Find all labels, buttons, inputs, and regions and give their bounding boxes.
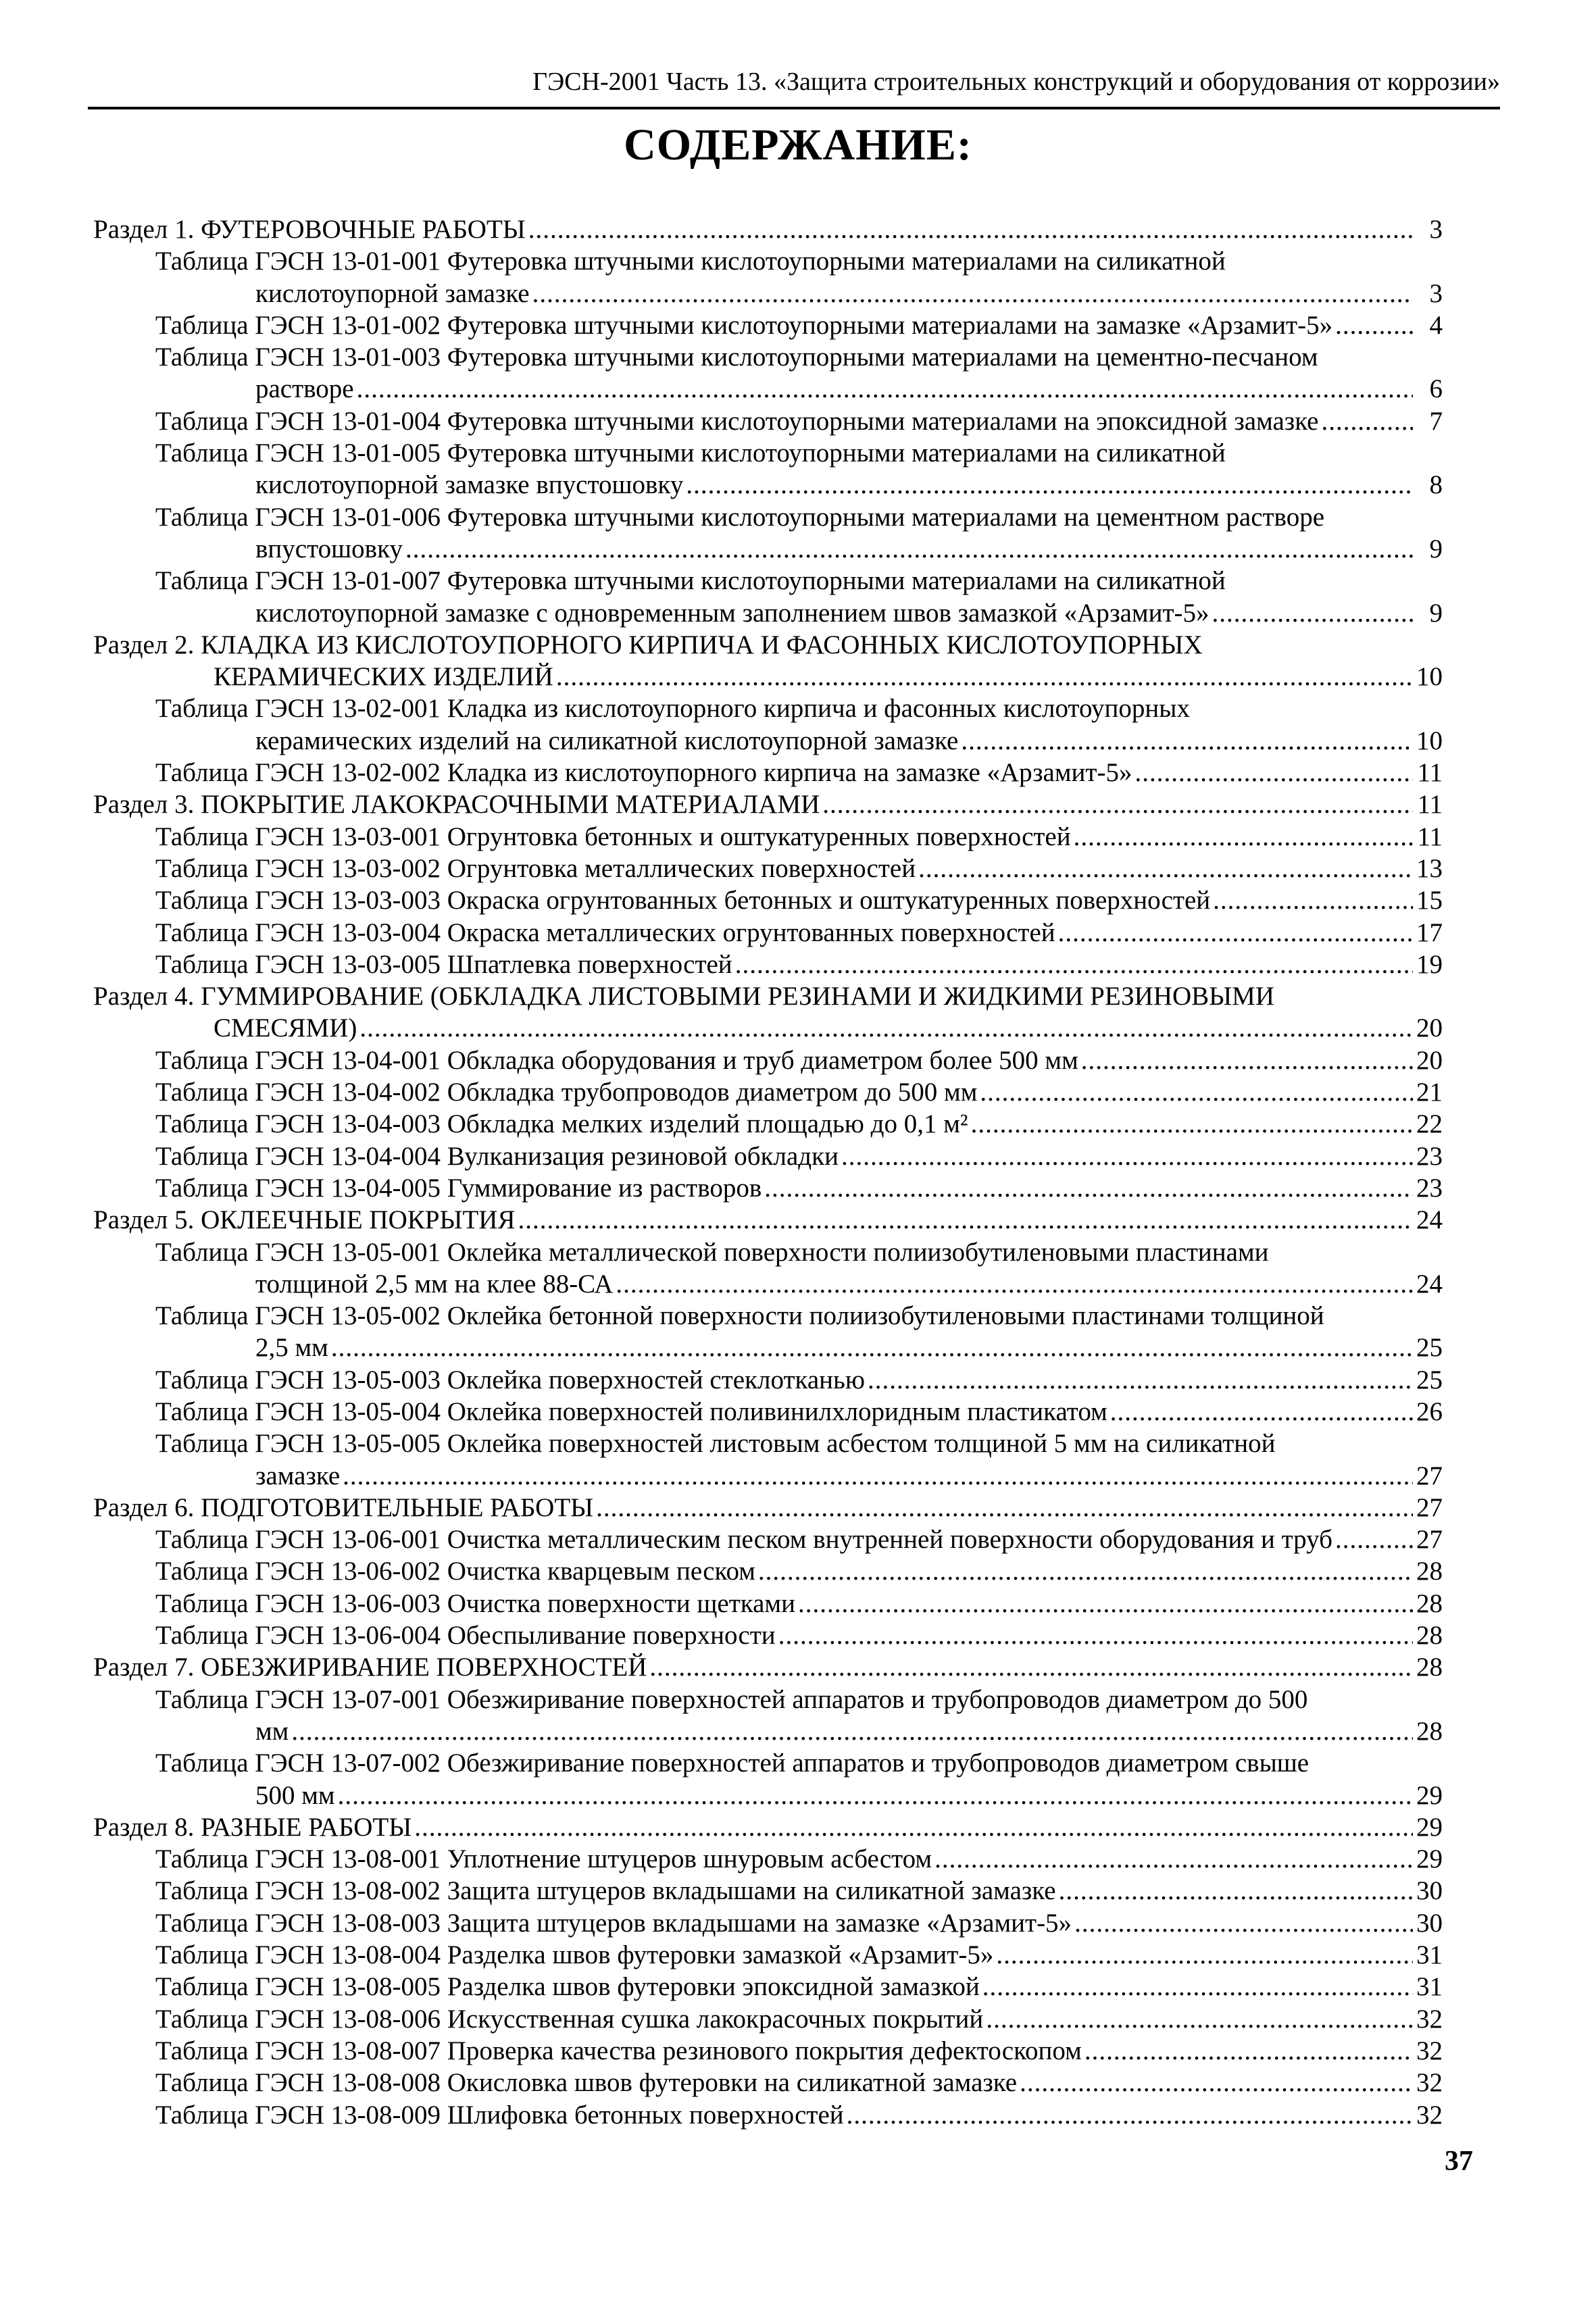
toc-page-number: 32 — [1416, 2004, 1443, 2034]
toc-page-number: 29 — [1416, 1844, 1443, 1874]
toc-entry-text: Таблица ГЭСН 13-01-005 Футеровка штучными кислотоупорными материалами на силикатной — [155, 438, 1226, 468]
toc-page-number: 21 — [1416, 1078, 1443, 1107]
toc-dot-leader — [338, 1780, 1413, 1811]
toc-table-line[interactable] — [93, 725, 1443, 757]
toc-section-line[interactable] — [93, 629, 1443, 661]
toc-page-number: 27 — [1416, 1461, 1443, 1490]
toc-page-number: 20 — [1416, 1045, 1443, 1075]
toc-dot-leader — [847, 2099, 1413, 2131]
toc-entry-text: Таблица ГЭСН 13-02-002 Кладка из кислотоупорного кирпича на замазке «Арзамит-5» — [155, 758, 1132, 788]
toc-dot-leader — [616, 1268, 1413, 1300]
toc-section-line[interactable] — [93, 1012, 1443, 1044]
toc-page-number: 27 — [1416, 1525, 1443, 1555]
page-title: СОДЕРЖАНИЕ: — [624, 120, 972, 170]
toc-entry-text: замазке — [255, 1461, 341, 1490]
toc-table-line[interactable] — [93, 597, 1443, 629]
toc-page-number: 29 — [1416, 1780, 1443, 1810]
toc-dot-leader — [1081, 1045, 1413, 1076]
toc-dot-leader — [414, 1811, 1413, 1843]
toc-entry-text: Таблица ГЭСН 13-04-001 Обкладка оборудования и труб диаметром более 500 мм — [155, 1045, 1078, 1075]
toc-dot-leader — [1074, 1907, 1413, 1939]
toc-dot-leader — [778, 1619, 1413, 1651]
toc-dot-leader — [1212, 597, 1413, 629]
toc-section-line[interactable] — [93, 213, 1443, 245]
toc-page-number: 22 — [1416, 1109, 1443, 1139]
toc-table-line[interactable] — [93, 2003, 1443, 2035]
toc-entry-text: Таблица ГЭСН 13-04-004 Вулканизация резиновой обкладки — [155, 1141, 839, 1171]
toc-table-line[interactable] — [93, 1524, 1443, 1555]
toc-entry-text: Таблица ГЭСН 13-06-004 Обеспыливание поверхности — [155, 1621, 776, 1651]
toc-dot-leader — [1335, 1524, 1413, 1555]
toc-page-number: 28 — [1416, 1588, 1443, 1618]
toc-table-line[interactable] — [93, 245, 1443, 277]
toc-entry-text: впустошовку — [255, 534, 403, 563]
toc-entry-text: Таблица ГЭСН 13-08-009 Шлифовка бетонных поверхностей — [155, 2100, 844, 2130]
toc-entry-text: Таблица ГЭСН 13-05-004 Оклейка поверхностей поливинилхлоридным пластикатом — [155, 1397, 1107, 1426]
toc-table-line[interactable] — [93, 1460, 1443, 1492]
toc-entry-text: кислотоупорной замазке — [255, 278, 530, 308]
toc-dot-leader — [686, 469, 1413, 501]
toc-section-line[interactable] — [93, 788, 1443, 820]
toc-table-line[interactable] — [93, 1715, 1443, 1747]
toc-page-number: 28 — [1416, 1653, 1443, 1682]
toc-dot-leader — [1335, 309, 1413, 341]
toc-dot-leader — [1020, 2067, 1413, 2098]
toc-table-line[interactable] — [93, 1045, 1443, 1076]
toc-entry-text: Таблица ГЭСН 13-03-001 Огрунтовка бетонных и оштукатуренных поверхностей — [155, 822, 1071, 851]
toc-page-number: 30 — [1416, 1908, 1443, 1938]
toc-page-number: 10 — [1416, 726, 1443, 755]
toc-table-line[interactable] — [93, 373, 1443, 405]
toc-page-number: 25 — [1416, 1333, 1443, 1363]
toc-dot-leader — [1321, 405, 1413, 437]
toc-page-number: 11 — [1417, 790, 1443, 820]
table-of-contents — [93, 213, 1443, 2131]
toc-dot-leader — [556, 661, 1413, 693]
toc-table-line[interactable] — [93, 405, 1443, 437]
toc-table-line[interactable] — [93, 917, 1443, 949]
toc-table-line[interactable] — [93, 1971, 1443, 2003]
toc-dot-leader — [996, 1939, 1413, 1971]
toc-dot-leader — [918, 853, 1413, 884]
toc-dot-leader — [764, 1172, 1413, 1204]
toc-dot-leader — [532, 278, 1413, 309]
toc-entry-text: 2,5 мм — [255, 1333, 328, 1363]
toc-entry-text: Раздел 3. ПОКРЫТИЕ ЛАКОКРАСОЧНЫМИ МАТЕРИАЛАМИ — [93, 790, 820, 820]
toc-section-line[interactable] — [93, 980, 1443, 1012]
toc-page-number: 15 — [1416, 886, 1443, 915]
toc-section-line[interactable] — [93, 1651, 1443, 1683]
toc-entry-text: Таблица ГЭСН 13-01-001 Футеровка штучными кислотоупорными материалами на силикатной — [155, 247, 1226, 276]
toc-entry-text: Раздел 4. ГУММИРОВАНИЕ (ОБКЛАДКА ЛИСТОВЫМИ РЕЗИНАМИ И ЖИДКИМИ РЕЗИНОВЫМИ — [93, 982, 1275, 1011]
toc-page-number: 23 — [1416, 1141, 1443, 1171]
toc-page-number: 8 — [1429, 470, 1443, 500]
toc-page-number: 32 — [1416, 2036, 1443, 2065]
toc-section-line[interactable] — [93, 1492, 1443, 1524]
toc-table-line[interactable] — [93, 1300, 1443, 1332]
toc-table-line[interactable] — [93, 1684, 1443, 1715]
toc-entry-text: Таблица ГЭСН 13-03-004 Окраска металлических огрунтованных поверхностей — [155, 917, 1055, 947]
toc-entry-text: Таблица ГЭСН 13-08-003 Защита штуцеров вкладышами на замазке «Арзамит-5» — [155, 1908, 1072, 1938]
toc-page-number: 4 — [1429, 310, 1443, 340]
toc-dot-leader — [1059, 1875, 1413, 1907]
toc-table-line[interactable] — [93, 1747, 1443, 1779]
toc-page-number: 28 — [1416, 1557, 1443, 1586]
toc-section-line[interactable] — [93, 1811, 1443, 1843]
toc-dot-leader — [1074, 821, 1413, 853]
toc-entry-text: 500 мм — [255, 1780, 335, 1810]
toc-table-line[interactable] — [93, 1076, 1443, 1108]
toc-dot-leader — [735, 949, 1413, 980]
toc-table-line[interactable] — [93, 2035, 1443, 2067]
toc-page-number: 6 — [1429, 374, 1443, 404]
toc-entry-text: толщиной 2,5 мм на клее 88-СА — [255, 1269, 614, 1299]
toc-dot-leader — [980, 1076, 1413, 1108]
toc-table-line[interactable] — [93, 565, 1443, 597]
toc-table-line[interactable] — [93, 821, 1443, 853]
toc-entry-text: Таблица ГЭСН 13-08-004 Разделка швов футеровки замазкой «Арзамит-5» — [155, 1940, 994, 1970]
toc-page-number: 23 — [1416, 1173, 1443, 1203]
toc-page-number: 31 — [1416, 1972, 1443, 2002]
toc-entry-text: кислотоупорной замазке с одновременным заполнением швов замазкой «Арзамит-5» — [255, 598, 1210, 628]
toc-table-line[interactable] — [93, 1843, 1443, 1875]
toc-entry-text: Таблица ГЭСН 13-05-005 Оклейка поверхностей листовым асбестом толщиной 5 мм на силикатной — [155, 1429, 1276, 1459]
toc-section-line[interactable] — [93, 1204, 1443, 1236]
toc-dot-leader — [758, 1555, 1413, 1587]
toc-dot-leader — [405, 533, 1413, 565]
toc-entry-text: Раздел 1. ФУТЕРОВОЧНЫЕ РАБОТЫ — [93, 215, 526, 244]
toc-dot-leader — [528, 213, 1413, 245]
toc-entry-text: КЕРАМИЧЕСКИХ ИЗДЕЛИЙ — [214, 662, 553, 692]
toc-table-line[interactable] — [93, 341, 1443, 373]
toc-entry-text: Раздел 2. КЛАДКА ИЗ КИСЛОТОУПОРНОГО КИРПИЧА И ФАСОННЫХ КИСЛОТОУПОРНЫХ — [93, 630, 1203, 659]
page-number: 37 — [1445, 2146, 1473, 2177]
toc-page-number: 9 — [1429, 598, 1443, 628]
toc-page-number: 17 — [1416, 917, 1443, 947]
toc-table-line[interactable] — [93, 1939, 1443, 1971]
toc-entry-text: Таблица ГЭСН 13-04-003 Обкладка мелких изделий площадью до 0,1 м² — [155, 1109, 968, 1139]
toc-dot-leader — [331, 1332, 1413, 1363]
toc-page-number: 31 — [1416, 1940, 1443, 1970]
toc-page-number: 26 — [1416, 1397, 1443, 1426]
toc-page-number: 30 — [1416, 1876, 1443, 1906]
toc-table-line[interactable] — [93, 1108, 1443, 1140]
toc-page-number: 11 — [1417, 758, 1443, 788]
toc-entry-text: Таблица ГЭСН 13-04-005 Гуммирование из растворов — [155, 1173, 762, 1203]
toc-page-number: 11 — [1417, 822, 1443, 851]
toc-table-line[interactable] — [93, 949, 1443, 980]
toc-dot-leader — [986, 2003, 1413, 2035]
toc-entry-text: Таблица ГЭСН 13-04-002 Обкладка трубопроводов диаметром до 500 мм — [155, 1078, 978, 1107]
toc-table-line[interactable] — [93, 533, 1443, 565]
running-header: ГЭСН-2001 Часть 13. «Защита строительных конструкций и оборудования от коррозии» — [88, 69, 1500, 109]
toc-entry-text: Таблица ГЭСН 13-08-007 Проверка качества резинового покрытия дефектоскопом — [155, 2036, 1082, 2065]
toc-entry-text: Таблица ГЭСН 13-01-004 Футеровка штучными кислотоупорными материалами на эпоксидной замазке — [155, 406, 1319, 436]
toc-dot-leader — [868, 1364, 1413, 1396]
toc-dot-leader — [971, 1108, 1413, 1140]
toc-table-line[interactable] — [93, 1875, 1443, 1907]
toc-page-number: 13 — [1416, 853, 1443, 883]
toc-entry-text: Таблица ГЭСН 13-06-003 Очистка поверхности щетками — [155, 1588, 795, 1618]
toc-table-line[interactable] — [93, 1364, 1443, 1396]
toc-table-line[interactable] — [93, 1396, 1443, 1428]
toc-entry-text: Таблица ГЭСН 13-01-003 Футеровка штучными кислотоупорными материалами на цементно-песчаном — [155, 343, 1318, 372]
toc-entry-text: Таблица ГЭСН 13-05-001 Оклейка металлической поверхности полиизобутиленовыми пластинами — [155, 1237, 1269, 1267]
toc-page-number: 24 — [1416, 1205, 1443, 1235]
toc-dot-leader — [343, 1460, 1413, 1492]
toc-dot-leader — [359, 1012, 1413, 1044]
toc-entry-text: Таблица ГЭСН 13-02-001 Кладка из кислотоупорного кирпича и фасонных кислотоупорных — [155, 694, 1190, 724]
toc-entry-text: Таблица ГЭСН 13-06-002 Очистка кварцевым песком — [155, 1557, 755, 1586]
toc-page-number: 7 — [1429, 406, 1443, 436]
toc-entry-text: Таблица ГЭСН 13-06-001 Очистка металлическим песком внутренней поверхности оборудования и труб — [155, 1525, 1332, 1555]
toc-dot-leader — [1084, 2035, 1413, 2067]
toc-dot-leader — [1110, 1396, 1413, 1428]
toc-page-number: 3 — [1429, 278, 1443, 308]
toc-page-number: 19 — [1416, 949, 1443, 979]
toc-entry-text: Таблица ГЭСН 13-03-002 Огрунтовка металлических поверхностей — [155, 853, 916, 883]
toc-table-line[interactable] — [93, 1555, 1443, 1587]
toc-page-number: 32 — [1416, 2100, 1443, 2130]
toc-dot-leader — [934, 1843, 1413, 1875]
toc-entry-text: Таблица ГЭСН 13-05-003 Оклейка поверхностей стеклотканью — [155, 1365, 865, 1394]
toc-entry-text: Таблица ГЭСН 13-07-001 Обезжиривание поверхностей аппаратов и трубопроводов диаметром до 500 — [155, 1684, 1308, 1714]
toc-entry-text: Таблица ГЭСН 13-08-002 Защита штуцеров вкладышами на силикатной замазке — [155, 1876, 1056, 1906]
toc-dot-leader — [1134, 757, 1413, 788]
toc-entry-text: Раздел 6. ПОДГОТОВИТЕЛЬНЫЕ РАБОТЫ — [93, 1492, 594, 1522]
toc-dot-leader — [357, 373, 1413, 405]
toc-entry-text: Таблица ГЭСН 13-08-008 Окисловка швов футеровки на силикатной замазке — [155, 2068, 1018, 2098]
toc-table-line[interactable] — [93, 757, 1443, 788]
toc-entry-text: керамических изделий на силикатной кислотоупорной замазке — [255, 726, 959, 755]
toc-dot-leader — [822, 788, 1413, 820]
toc-entry-text: Таблица ГЭСН 13-08-001 Уплотнение штуцеров шнуровым асбестом — [155, 1844, 932, 1874]
toc-table-line[interactable] — [93, 1619, 1443, 1651]
toc-dot-leader — [798, 1588, 1413, 1619]
toc-table-line[interactable] — [93, 1588, 1443, 1619]
toc-dot-leader — [291, 1715, 1413, 1747]
toc-page-number: 29 — [1416, 1812, 1443, 1842]
toc-entry-text: мм — [255, 1716, 289, 1746]
toc-dot-leader — [596, 1492, 1413, 1524]
toc-table-line[interactable] — [93, 1140, 1443, 1172]
toc-page-number: 27 — [1416, 1492, 1443, 1522]
toc-table-line[interactable] — [93, 853, 1443, 884]
toc-entry-text: кислотоупорной замазке впустошовку — [255, 470, 684, 500]
toc-table-line[interactable] — [93, 1907, 1443, 1939]
toc-table-line[interactable] — [93, 2099, 1443, 2131]
toc-table-line[interactable] — [93, 2067, 1443, 2098]
toc-entry-text: Раздел 8. РАЗНЫЕ РАБОТЫ — [93, 1812, 412, 1842]
toc-entry-text: Таблица ГЭСН 13-08-005 Разделка швов футеровки эпоксидной замазкой — [155, 1972, 980, 2002]
toc-section-line[interactable] — [93, 661, 1443, 693]
toc-entry-text: Таблица ГЭСН 13-01-002 Футеровка штучными кислотоупорными материалами на замазке «Арзамит-5» — [155, 310, 1333, 340]
toc-dot-leader — [1058, 917, 1413, 949]
toc-page-number: 10 — [1416, 662, 1443, 692]
toc-page-number: 20 — [1416, 1013, 1443, 1043]
toc-table-line[interactable] — [93, 884, 1443, 916]
toc-entry-text: СМЕСЯМИ) — [214, 1013, 357, 1043]
toc-page-number: 9 — [1429, 534, 1443, 563]
toc-page-number: 3 — [1429, 215, 1443, 244]
toc-table-line[interactable] — [93, 1236, 1443, 1268]
toc-entry-text: Таблица ГЭСН 13-08-006 Искусственная сушка лакокрасочных покрытий — [155, 2004, 984, 2034]
toc-dot-leader — [841, 1140, 1413, 1172]
toc-table-line[interactable] — [93, 309, 1443, 341]
toc-page-number: 28 — [1416, 1716, 1443, 1746]
toc-dot-leader — [518, 1204, 1413, 1236]
toc-dot-leader — [982, 1971, 1413, 2003]
toc-entry-text: Таблица ГЭСН 13-01-007 Футеровка штучными кислотоупорными материалами на силикатной — [155, 566, 1226, 596]
toc-entry-text: Раздел 7. ОБЕЗЖИРИВАНИЕ ПОВЕРХНОСТЕЙ — [93, 1653, 647, 1682]
toc-dot-leader — [1213, 884, 1413, 916]
toc-table-line[interactable] — [93, 437, 1443, 469]
toc-entry-text: растворе — [255, 374, 354, 404]
toc-entry-text: Раздел 5. ОКЛЕЕЧНЫЕ ПОКРЫТИЯ — [93, 1205, 516, 1235]
toc-entry-text: Таблица ГЭСН 13-07-002 Обезжиривание поверхностей аппаратов и трубопроводов диаметром свыше — [155, 1749, 1310, 1778]
toc-dot-leader — [961, 725, 1413, 757]
toc-table-line[interactable] — [93, 1268, 1443, 1300]
toc-page-number: 24 — [1416, 1269, 1443, 1299]
toc-table-line[interactable] — [93, 1780, 1443, 1811]
toc-page-number: 25 — [1416, 1365, 1443, 1394]
toc-table-line[interactable] — [93, 1428, 1443, 1459]
toc-table-line[interactable] — [93, 693, 1443, 724]
toc-entry-text: Таблица ГЭСН 13-03-005 Шпатлевка поверхностей — [155, 949, 732, 979]
toc-table-line[interactable] — [93, 1172, 1443, 1204]
toc-table-line[interactable] — [93, 1332, 1443, 1363]
toc-table-line[interactable] — [93, 501, 1443, 533]
toc-entry-text: Таблица ГЭСН 13-03-003 Окраска огрунтованных бетонных и оштукатуренных поверхностей — [155, 886, 1211, 915]
toc-dot-leader — [649, 1651, 1413, 1683]
toc-table-line[interactable] — [93, 469, 1443, 501]
toc-table-line[interactable] — [93, 278, 1443, 309]
toc-entry-text: Таблица ГЭСН 13-01-006 Футеровка штучными кислотоупорными материалами на цементном растворе — [155, 502, 1325, 532]
toc-page-number: 28 — [1416, 1621, 1443, 1651]
toc-page-number: 32 — [1416, 2068, 1443, 2098]
toc-entry-text: Таблица ГЭСН 13-05-002 Оклейка бетонной поверхности полиизобутиленовыми пластинами толщиной — [155, 1301, 1324, 1331]
